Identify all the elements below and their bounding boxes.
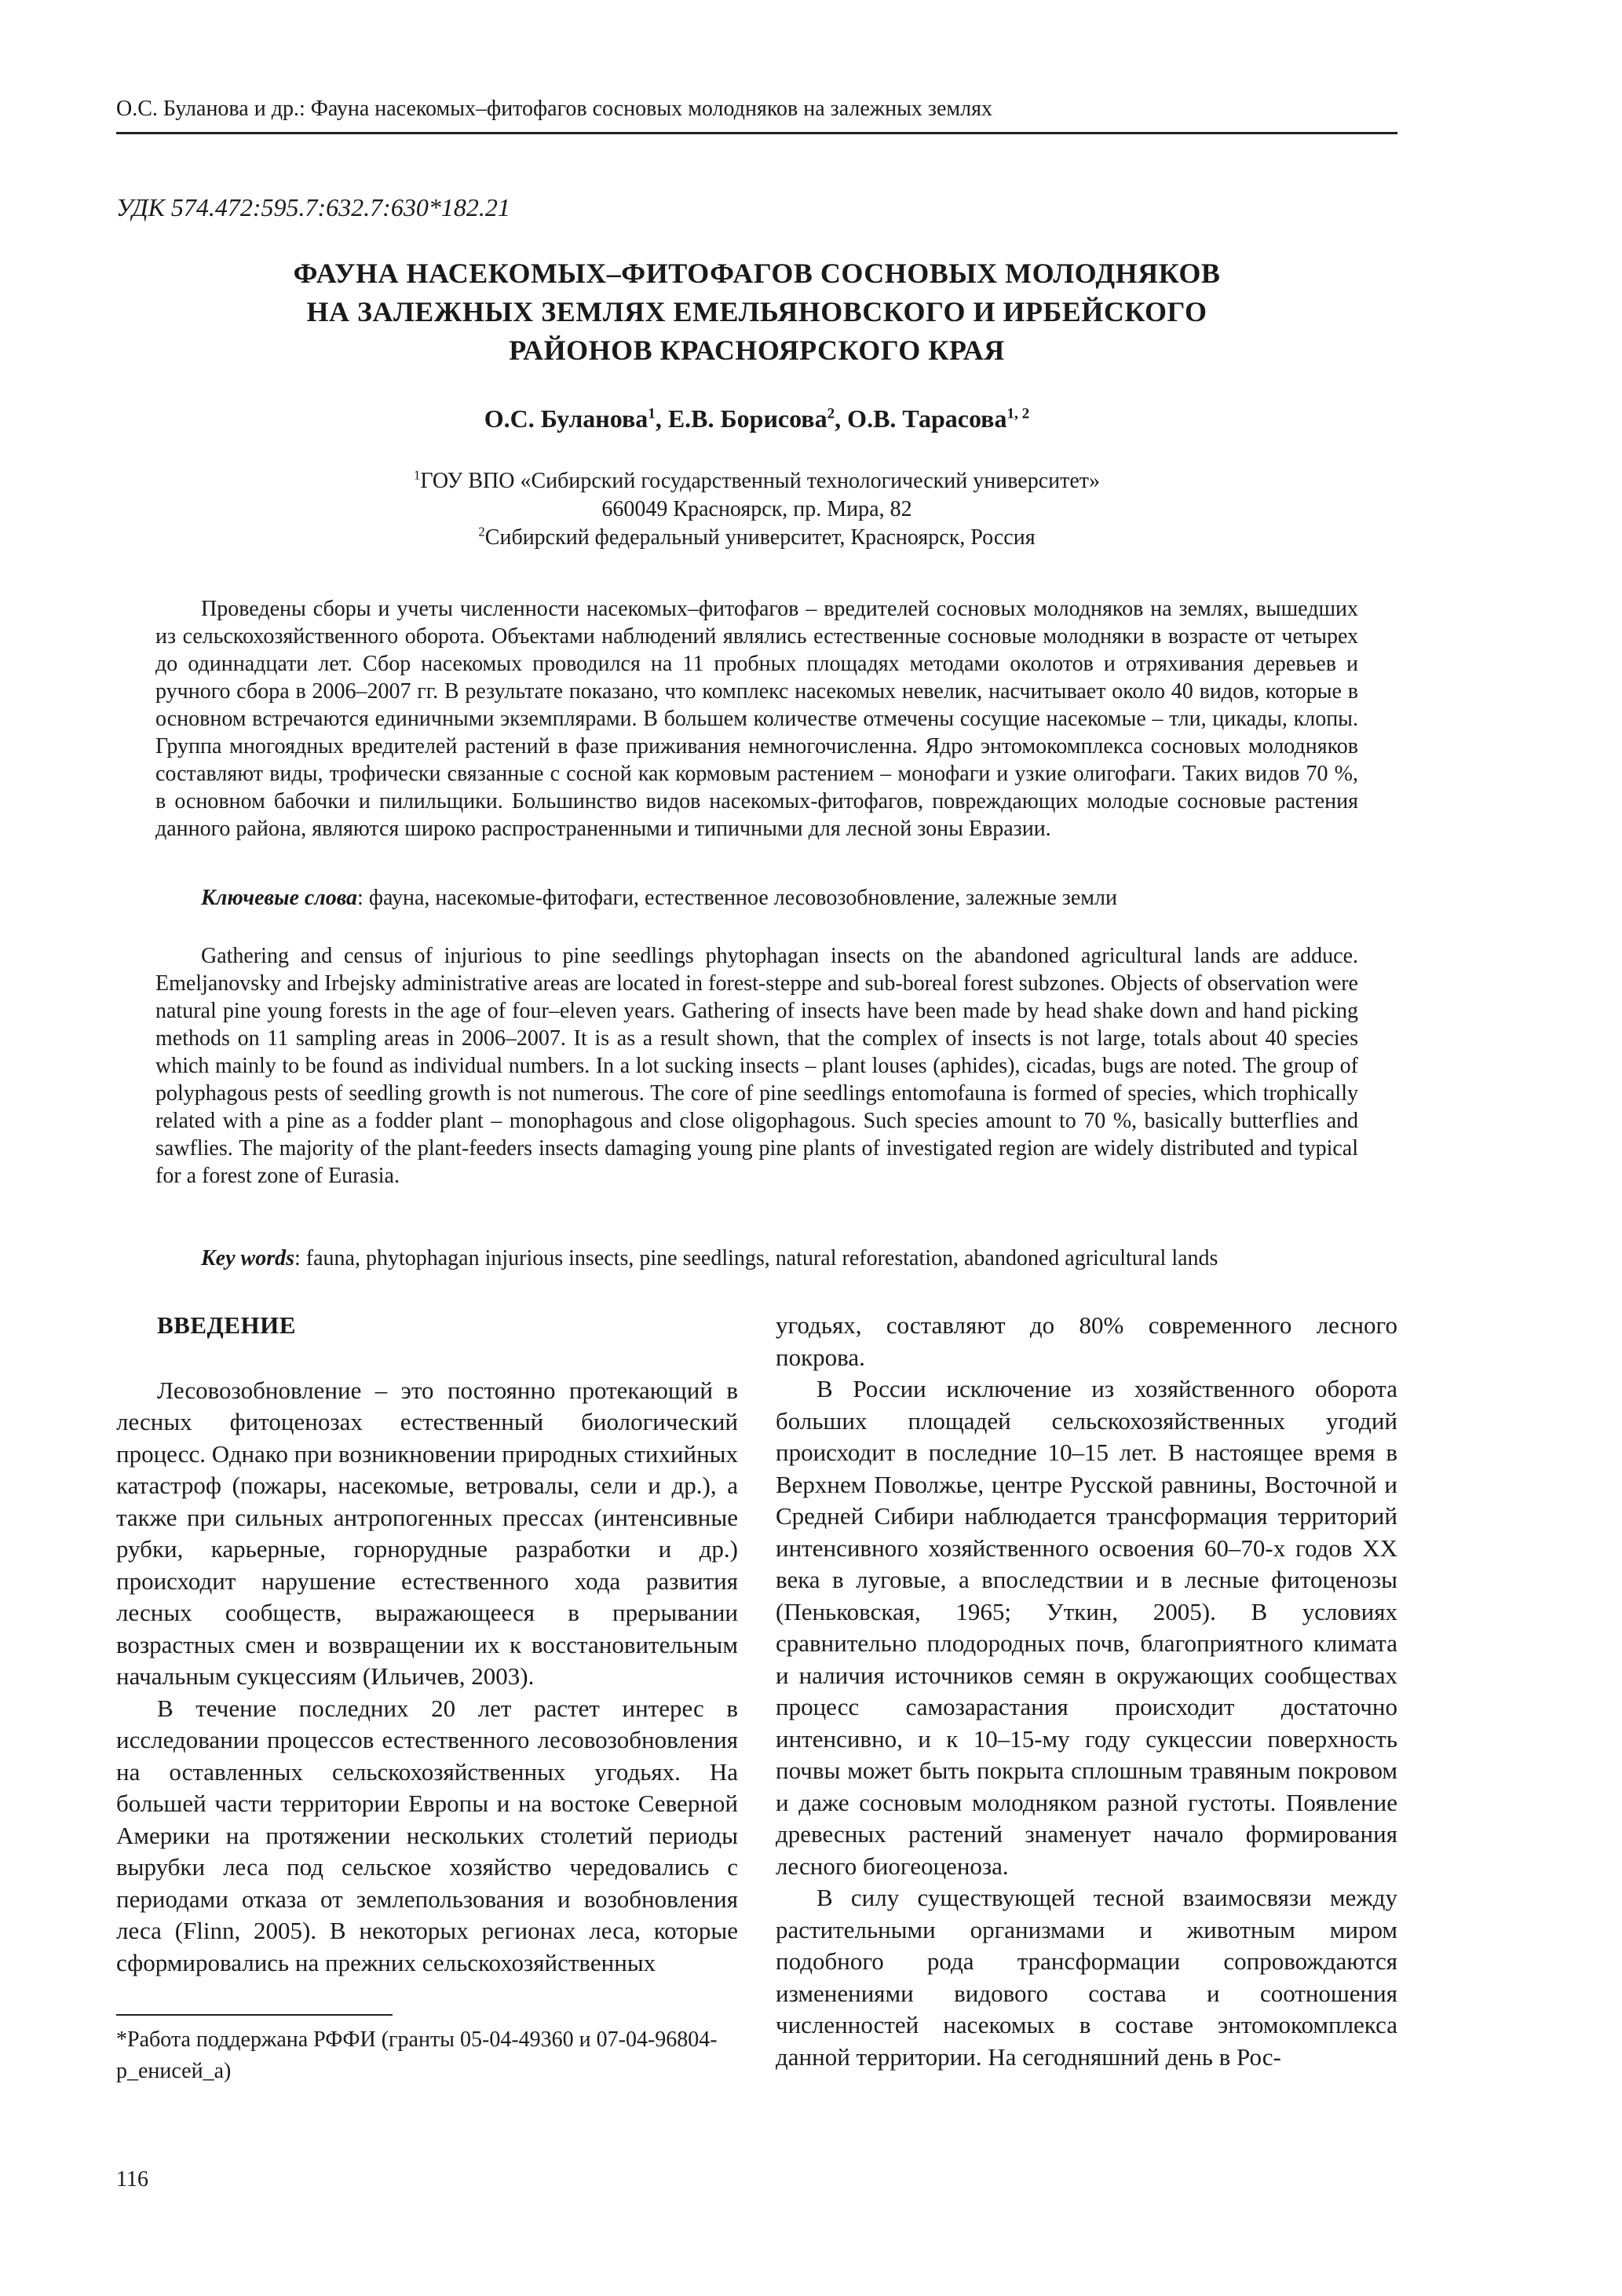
- affiliation-1-marker: 1: [413, 467, 421, 483]
- author-tarasova: О.В. Тарасова: [847, 404, 1007, 433]
- footnote-divider: [116, 2014, 393, 2016]
- body-column-left: [116, 1310, 738, 1979]
- affiliation-1-text: ГОУ ВПО «Сибирский государственный технологический университет»: [420, 469, 1101, 493]
- abstract-english: [155, 942, 1358, 1190]
- body-paragraph: В течение последних 20 лет растет интерес в исследовании процессов естественного лесовозобновления на оставленных сельскохозяйственных угодьях. На большей части территории Европы и на востоке Северной Америки на протяжении нескольких столетий периоды вырубки леса под сельское хозяйство чередовались с периодами отказа от землепользования и возобновления леса (Flinn, 2005). В некоторых регионах леса, которые сформировались на прежних сельскохозяйственных: [116, 1694, 738, 1976]
- title-line-1: ФАУНА НАСЕКОМЫХ–ФИТОФАГОВ СОСНОВЫХ МОЛОДНЯКОВ: [293, 258, 1221, 289]
- keywords-english-text: : fauna, phytophagan injurious insects, pine seedlings, natural reforestation, abandoned agricultural lands: [294, 1246, 1218, 1270]
- author-borisova-affiliation: 2: [827, 405, 835, 422]
- keywords-russian-text: : фауна, насекомые-фитофаги, естественное лесовозобновление, залежные земли: [357, 886, 1117, 910]
- body-paragraph: В России исключение из хозяйственного оборота больших площадей сельскохозяйственных угодий происходит в последние 10–15 лет. В настоящее время в Верхнем Поволжье, центре Русской равнины, Восточной и Средней Сибири наблюдается трансформация территорий интенсивного хозяйственного освоения 60–70-х годов XX века в луговые, а впоследствии и в лесные фитоценозы (Пеньковская, 1965; Уткин, 2005). В условиях сравнительно плодородных почв, благоприятного климата и наличия источников семян в окружающих сообществах процесс самозарастания происходит достаточно интенсивно, и к 10–15-му году сукцессии поверхность почвы может быть покрыта сплошным травяным покровом и даже сосновым молодняком разной густоты. Появление древесных растений знаменует начало формирования лесного биогеоценоза.: [776, 1375, 1397, 1880]
- article-title: [116, 254, 1397, 370]
- author-tarasova-affiliation: 1, 2: [1006, 405, 1030, 422]
- authors: [116, 404, 1397, 433]
- affiliation-1-address: 660049 Красноярск, пр. Мира, 82: [601, 497, 912, 521]
- udk-code: УДК 574.472:595.7:632.7:630*182.21: [116, 193, 510, 221]
- body-paragraph-continued: угодьях, составляют до 80% современного лесного покрова.: [776, 1311, 1397, 1371]
- footnote-funding: *Работа поддержана РФФИ (гранты 05-04-49360 и 07-04-96804-р_енисей_а): [116, 2027, 718, 2083]
- affiliations: [116, 467, 1397, 552]
- section-heading-introduction: ВВЕДЕНИЕ: [157, 1311, 296, 1339]
- keywords-russian-label: Ключевые слова: [201, 886, 358, 910]
- author-separator: ,: [655, 404, 668, 433]
- body-paragraph: Лесовозобновление – это постоянно протекающий в лесных фитоценозах естественный биологический процесс. Однако при возникновении природных стихийных катастроф (пожары, насекомые, ветровалы, сели и др.), а также при сильных антропогенных прессах (интенсивные рубки, карьерные, горнорудные разработки и др.) происходит нарушение естественного хода развития лесных сообществ, выражающееся в прерывании возрастных смен и возвращении их к восстановительным начальным сукцессиям (Ильичев, 2003).: [116, 1376, 738, 1690]
- keywords-english: [155, 1245, 1358, 1272]
- abstract-english-text: Gathering and census of injurious to pine seedlings phytophagan insects on the abandoned agricultural lands are adduce. Emeljanovsky and Irbejsky administrative areas are located in forest-steppe and sub-boreal forest subzones. Objects of observation were natural pine young forests in the age of four–eleven years. Gathering of insects have been made by head shake down and hand picking methods on 11 sampling areas in 2006–2007. It is as a result shown, that the complex of insects is not large, totals about 40 species which mainly to be found as individual numbers. In a lot sucking insects – plant louses (aphides), cicadas, bugs are noted. The group of polyphagous pests of seedling growth is not numerous. The core of pine seedlings entomofauna is formed of species, which trophically related with a pine as a fodder plant – monophagous and close oligophagous. Such species amount to 70 %, basically butterflies and sawflies. The majority of the plant-feeders insects damaging young pine plants of investigated region are widely distributed and typical for a forest zone of Eurasia.: [155, 944, 1358, 1188]
- running-header: О.С. Буланова и др.: Фауна насекомых–фитофагов сосновых молодняков на залежных землях: [116, 96, 1397, 134]
- author-bulanova-affiliation: 1: [648, 405, 656, 422]
- abstract-russian-text: Проведены сборы и учеты численности насекомых–фитофагов – вредителей сосновых молодняков на землях, вышедших из сельскохозяйственного оборота. Объектами наблюдений являлись естественные сосновые молодняки в возрасте от четырех до одиннадцати лет. Сбор насекомых проводился на 11 пробных площадях методами околотов и отряхивания деревьев и ручного сбора в 2006–2007 гг. В результате показано, что комплекс насекомых невелик, насчитывает около 40 видов, которые в основном встречаются единичными экземплярами. В большем количестве отмечены сосущие насекомые – тли, цикады, клопы. Группа многоядных вредителей растений в фазе приживания немногочисленна. Ядро энтомокомплекса сосновых молодняков составляют виды, трофически связанные с сосной как кормовым растением – монофаги и узкие олигофаги. Таких видов 70 %, в основном бабочки и пилильщики. Большинство видов насекомых-фитофагов, повреждающих молодые сосновые растения данного района, являются широко распространенными и типичными для лесной зоны Евразии.: [155, 597, 1358, 841]
- affiliation-1: [116, 467, 1397, 495]
- title-line-3: РАЙОНОВ КРАСНОЯРСКОГО КРАЯ: [509, 335, 1005, 366]
- author-separator: ,: [835, 404, 848, 433]
- author-bulanova: О.С. Буланова: [484, 404, 648, 433]
- keywords-english-label: Key words: [201, 1246, 294, 1270]
- affiliation-2-text: Сибирский федеральный университет, Красноярск, Россия: [484, 525, 1036, 550]
- page-number: 116: [116, 2167, 148, 2192]
- title-line-2: НА ЗАЛЕЖНЫХ ЗЕМЛЯХ ЕМЕЛЬЯНОВСКОГО И ИРБЕЙСКОГО: [306, 296, 1207, 327]
- affiliation-2: [116, 524, 1397, 552]
- body-column-right: [776, 1310, 1397, 2073]
- author-borisova: Е.В. Борисова: [667, 404, 827, 433]
- abstract-russian: [155, 595, 1358, 843]
- affiliation-2-marker: 2: [478, 524, 485, 539]
- body-paragraph: В силу существующей тесной взаимосвязи между растительными организмами и животным миром подобного рода трансформации сопровождаются изменениями видового состава и соотношения численностей насекомых в составе энтомокомплекса данной территории. На сегодняшний день в Рос-: [776, 1884, 1397, 2071]
- keywords-russian: [155, 884, 1358, 912]
